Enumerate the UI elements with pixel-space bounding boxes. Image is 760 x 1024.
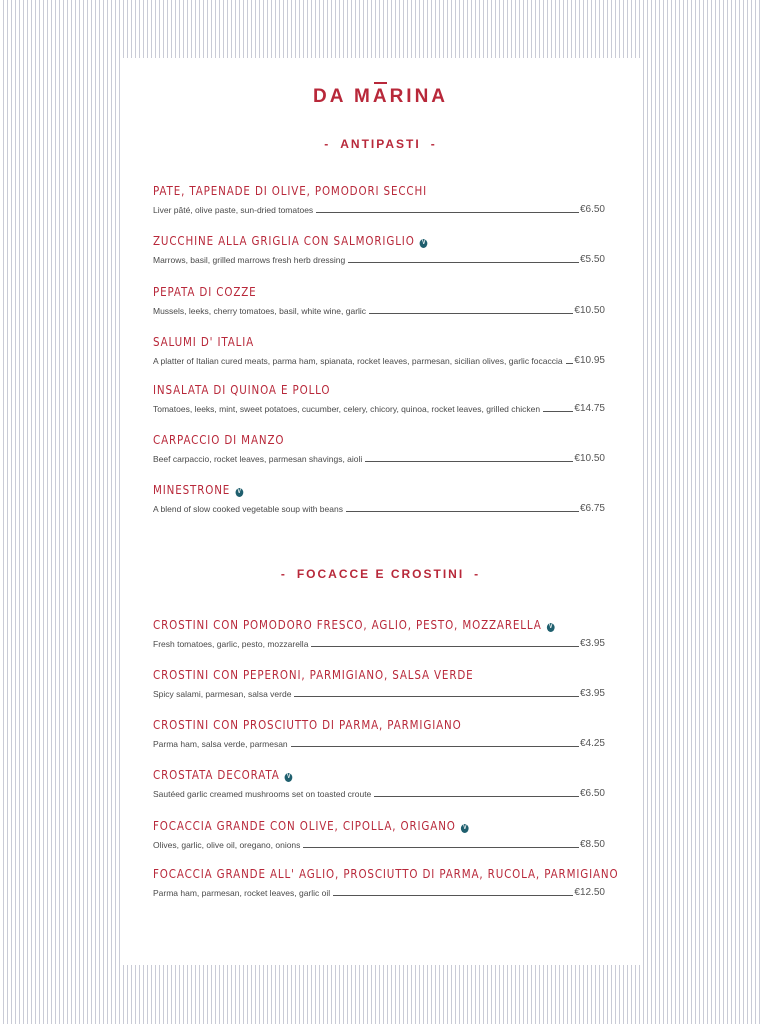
- menu-item: [153, 867, 619, 898]
- price-leader-line: [291, 746, 579, 747]
- menu-item-price: €14.75: [574, 403, 605, 414]
- menu-item-name: [153, 718, 542, 732]
- menu-item-detail-row: [153, 354, 605, 366]
- menu-item-name-text: ZUCCHINE ALLA GRIGLIA CON SALMORIGLIO: [153, 234, 415, 248]
- menu-item: [153, 819, 605, 850]
- menu-item-name: [153, 668, 542, 682]
- menu-item-name: [153, 433, 542, 447]
- menu-item-description: Sautéed garlic creamed mushrooms set on toasted croute: [153, 789, 372, 799]
- brand-pre: DA M: [312, 86, 373, 107]
- menu-item: [153, 335, 605, 366]
- menu-item-price: €3.95: [579, 688, 605, 699]
- menu-item-detail-row: [153, 787, 605, 799]
- menu-item-name: [153, 335, 542, 349]
- menu-item-price: €12.50: [574, 887, 605, 898]
- menu-item-price: €6.75: [579, 503, 605, 514]
- title-dash: -: [430, 137, 437, 151]
- restaurant-logo: [121, 86, 640, 108]
- menu-item-description: Fresh tomatoes, garlic, pesto, mozzarella: [153, 639, 309, 649]
- menu-item-description: Tomatoes, leeks, mint, sweet potatoes, cucumber, celery, chicory, quinoa, rocket leaves, grilled chicken: [153, 404, 541, 414]
- menu-item-name: [153, 819, 542, 833]
- vegetarian-icon: V: [235, 488, 243, 497]
- menu-item-detail-row: [153, 687, 605, 699]
- menu-item-name: [153, 867, 619, 881]
- menu-item-name-text: FOCACCIA GRANDE CON OLIVE, CIPOLLA, ORIGANO: [153, 819, 456, 833]
- menu-item: [153, 668, 605, 699]
- menu-item-description: Olives, garlic, olive oil, oregano, onions: [153, 840, 301, 850]
- menu-item-description: Parma ham, salsa verde, parmesan: [153, 739, 288, 749]
- section-title-text: FOCACCE E CROSTINI: [296, 567, 465, 581]
- menu-item: [153, 234, 605, 265]
- menu-item-detail-row: [153, 502, 605, 514]
- menu-item-name-text: MINESTRONE: [153, 483, 231, 497]
- menu-item-price: €6.50: [579, 204, 605, 215]
- menu-item-name: [153, 285, 542, 299]
- menu-item-name-text: FOCACCIA GRANDE ALL' AGLIO, PROSCIUTTO DI PARMA, RUCOLA, PARMIGIANO: [153, 867, 619, 881]
- price-leader-line: [333, 895, 573, 896]
- price-leader-line: [348, 262, 579, 263]
- price-leader-line: [365, 461, 573, 462]
- menu-item: [153, 618, 605, 649]
- menu-item-name-text: CROSTATA DECORATA: [153, 768, 280, 782]
- price-leader-line: [303, 847, 579, 848]
- price-leader-line: [316, 212, 579, 213]
- menu-item-description: Beef carpaccio, rocket leaves, parmesan shavings, aioli: [153, 454, 363, 464]
- menu-item-description: Spicy salami, parmesan, salsa verde: [153, 689, 292, 699]
- menu-item: [153, 483, 605, 514]
- menu-sheet: [121, 58, 640, 965]
- menu-item-name-text: CROSTINI CON PROSCIUTTO DI PARMA, PARMIGIANO: [153, 718, 462, 732]
- vegetarian-icon: V: [420, 239, 428, 248]
- menu-item-detail-row: [153, 886, 605, 898]
- menu-item: [153, 718, 605, 749]
- brand-post: RINA: [389, 86, 449, 107]
- section-title-text: ANTIPASTI: [340, 137, 421, 151]
- menu-item-detail-row: [153, 637, 605, 649]
- menu-item-price: €10.50: [574, 305, 605, 316]
- menu-item-description: Parma ham, parmesan, rocket leaves, garlic oil: [153, 888, 331, 898]
- vegetarian-icon: V: [285, 773, 293, 782]
- title-dash: -: [474, 567, 481, 581]
- menu-item-name-text: SALUMI D' ITALIA: [153, 335, 255, 349]
- menu-item-detail-row: [153, 253, 605, 265]
- price-leader-line: [369, 313, 573, 314]
- title-dash: -: [280, 567, 287, 581]
- menu-item-description: Marrows, basil, grilled marrows fresh herb dressing: [153, 255, 346, 265]
- menu-item-name-text: CROSTINI CON PEPERONI, PARMIGIANO, SALSA VERDE: [153, 668, 474, 682]
- menu-item-price: €5.50: [579, 254, 605, 265]
- menu-item-detail-row: [153, 304, 605, 316]
- menu-item-name-text: CROSTINI CON POMODORO FRESCO, AGLIO, PESTO, MOZZARELLA: [153, 618, 542, 632]
- price-leader-line: [543, 411, 573, 412]
- menu-item-price: €10.95: [574, 355, 605, 366]
- section-title: [121, 137, 640, 151]
- menu-item-name: [153, 184, 542, 198]
- menu-item-detail-row: [153, 737, 605, 749]
- menu-item-description: A blend of slow cooked vegetable soup with beans: [153, 504, 343, 514]
- vegetarian-icon: V: [461, 824, 469, 833]
- menu-item-price: €8.50: [579, 839, 605, 850]
- brand-mark: A: [372, 86, 390, 107]
- title-dash: -: [324, 137, 331, 151]
- menu-item: [153, 184, 605, 215]
- menu-item-price: €10.50: [574, 453, 605, 464]
- menu-item-name-text: PEPATA DI COZZE: [153, 285, 257, 299]
- menu-item: [153, 768, 605, 799]
- menu-item-price: €6.50: [579, 788, 605, 799]
- vegetarian-icon: V: [547, 623, 555, 632]
- menu-item-detail-row: [153, 838, 605, 850]
- menu-item-price: €4.25: [579, 738, 605, 749]
- menu-item-description: A platter of Italian cured meats, parma ham, spianata, rocket leaves, parmesan, sicilian olives, garlic focaccia: [153, 356, 563, 366]
- price-leader-line: [311, 646, 579, 647]
- menu-item-detail-row: [153, 203, 605, 215]
- menu-item-name-text: PATE, TAPENADE DI OLIVE, POMODORI SECCHI: [153, 184, 428, 198]
- menu-item-name-text: INSALATA DI QUINOA E POLLO: [153, 383, 331, 397]
- menu-item-description: Liver pâté, olive paste, sun-dried tomatoes: [153, 205, 314, 215]
- menu-item: [153, 383, 605, 414]
- menu-item-detail-row: [153, 402, 605, 414]
- price-leader-line: [294, 696, 579, 697]
- menu-item-price: €3.95: [579, 638, 605, 649]
- menu-item-name: [153, 618, 553, 632]
- price-leader-line: [566, 363, 574, 364]
- menu-item: [153, 285, 605, 316]
- menu-item-name-text: CARPACCIO DI MANZO: [153, 433, 285, 447]
- menu-item: [153, 433, 605, 464]
- menu-item-name: [153, 234, 542, 248]
- price-leader-line: [374, 796, 579, 797]
- section-title: [121, 567, 640, 581]
- menu-item-name: [153, 483, 542, 497]
- menu-item-name: [153, 383, 542, 397]
- price-leader-line: [346, 511, 579, 512]
- menu-item-detail-row: [153, 452, 605, 464]
- menu-item-description: Mussels, leeks, cherry tomatoes, basil, white wine, garlic: [153, 306, 367, 316]
- menu-item-name: [153, 768, 542, 782]
